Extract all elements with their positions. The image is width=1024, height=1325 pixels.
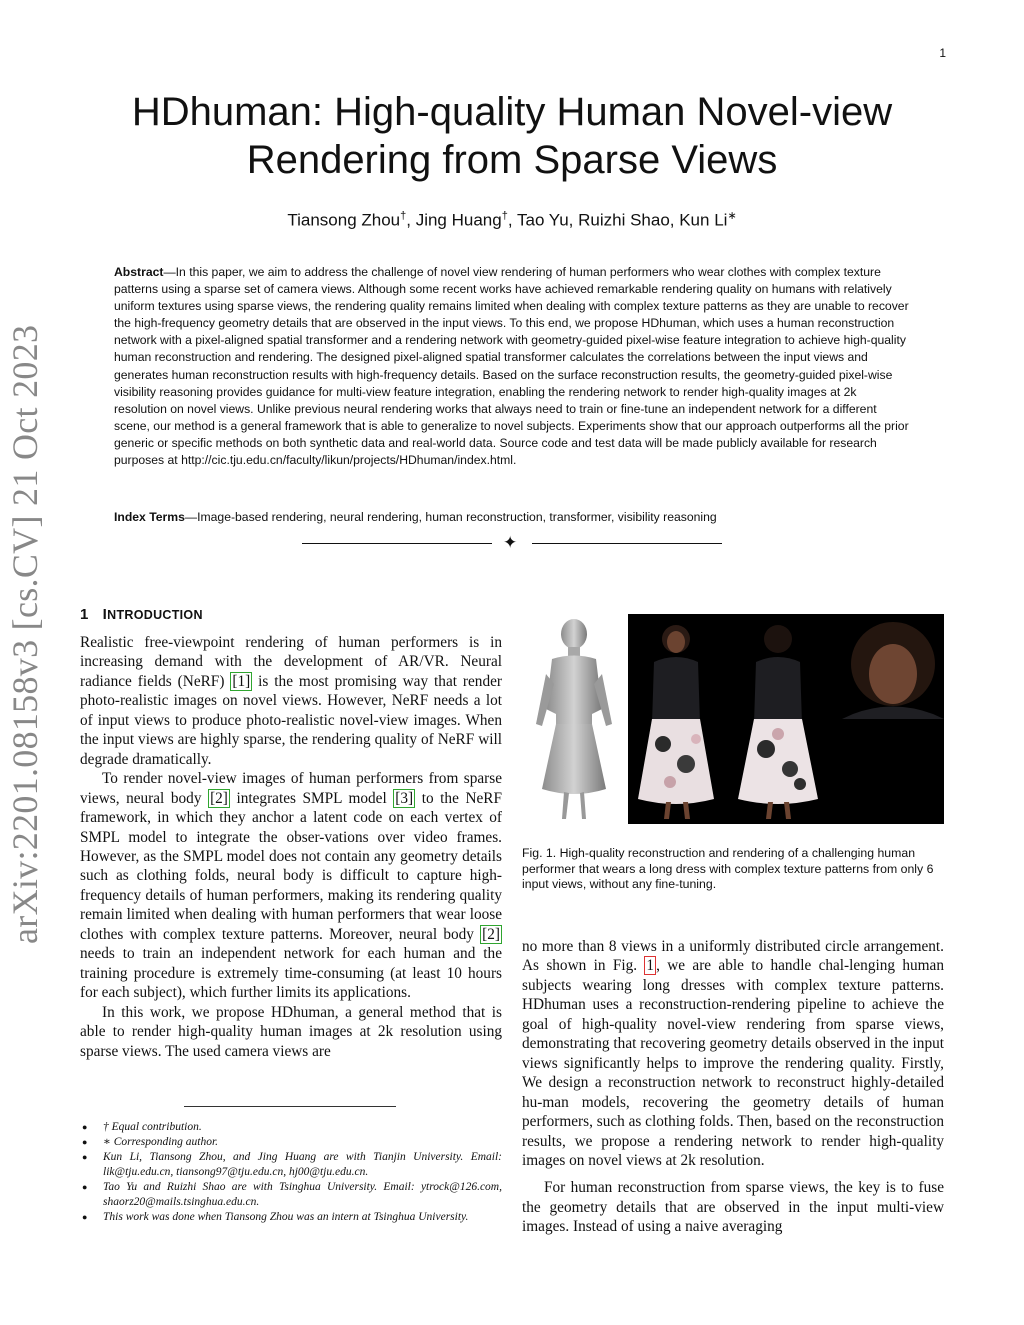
arxiv-identifier: arXiv:2201.08158v3 [cs.CV] 21 Oct 2023	[5, 324, 45, 944]
section-heading	[80, 606, 502, 623]
footnotes	[80, 1120, 502, 1225]
abstract-text: —In this paper, we aim to address the challenge of novel view rendering of human performers who wear clothes with complex texture patterns using a sparse set of camera views. Although some recent works have achieved remarkable rendering quality on humans with relatively uniform textures using sparse views, the rendering quality remains limited when dealing with complex texture patterns as they are unable to recover the high-frequency geometry details that are observed in the input views. To this end, we propose HDhuman, which uses a human reconstruction network with a pixel-aligned spatial transformer and a rendering network with geometry-guided pixel-wise feature integration to achieve high-quality human reconstruction and rendering. The designed pixel-aligned spatial transformer calculates the correlations between the input views and generates human reconstruction results with high-frequency details. Based on the surface reconstruction results, the geometry-guided pixel-wise visibility reasoning provides guidance for multi-view feature integration, enabling the rendering network to render high-quality images at 2k resolution on novel views. Unlike previous neural rendering works that always need to train or fine-tune an independent network for a different scene, our method is a general framework that is able to generalize to novel subjects. Experiments show that our approach outperforms all the prior generic or specific methods on both synthetic data and real-world data. Source code and test data will be made publicly available for research purposes at http://cic.tju.edu.cn/faculty/likun/projects/HDhuman/index.html.	[114, 265, 909, 468]
citation-link[interactable]: [2]	[210, 789, 228, 807]
section-title-rest: NTRODUCTION	[107, 608, 203, 622]
footnote-item: ● † Equal contribution.	[80, 1120, 502, 1135]
text-run: is the most promising way that render photo-realistic images on novel views. However, NeRF needs a lot of input views to produce photo-realistic novel-view images. When the input views are highly sparse, the rendering quality of NeRF will degrade dramatically.	[80, 672, 502, 768]
paper-title	[100, 88, 924, 184]
text-run: , we are able to handle chal-lenging human subjects wearing long dresses with complex texture patterns. HDhuman uses a reconstruction-rendering pipeline to achieve the goal of high-quality novel-view rendering from sparse views, demonstrating that recovering geometry details observed in the input views significantly helps to improve the rendering quality. Firstly, We design a reconstruction network to reconstruct highly-detailed hu-man models, recovering the geometry details of human performers, such as clothing folds. Then, based on the reconstruction results, we propose a rendering network to render high-quality images on novel views at 2k resolution.	[522, 957, 944, 1169]
figure-1	[522, 614, 944, 824]
text-run: integrates SMPL model	[229, 789, 394, 807]
page-number: 1	[939, 46, 946, 60]
index-terms	[114, 509, 911, 526]
paragraph-4	[522, 937, 944, 1170]
text-run: no more than 8 views in a uniformly distributed circle arrangement. As shown in Fig.	[522, 938, 944, 975]
separator-line-right	[532, 543, 722, 544]
abstract	[114, 264, 911, 469]
right-column	[522, 937, 944, 1237]
footnote-item: ● Kun Li, Tiansong Zhou, and Jing Huang are with Tianjin University. Email: lik@tju.edu.cn, tiansong97@tju.edu.cn, hj00@tju.edu.cn.	[80, 1150, 502, 1180]
abstract-label: Abstract	[114, 265, 164, 279]
section-number: 1	[80, 606, 89, 623]
reconstructed-mesh-image	[522, 614, 625, 824]
separator-ornament: ✦	[503, 533, 518, 553]
text-run: to the NeRF framework, in which they anchor a latent code on each vertex of SMPL model to integrate the obser-vations over video frames. However, as the SMPL model does not contain any geometry details such as clothing folds, neural body is difficult to capture high-frequency details of human performers, making its rendering quality remain limited when dealing with human performers that wear loose clothes with complex texture patterns. Moreover, neural body	[80, 789, 502, 943]
paragraph-2	[80, 769, 502, 1002]
dagger-mark: †	[400, 210, 407, 222]
footnote-item: ● ∗ Corresponding author.	[80, 1135, 502, 1150]
index-terms-text: —Image-based rendering, neural rendering, human reconstruction, transformer, visibility reasoning	[184, 510, 717, 524]
footnote-rule	[184, 1106, 396, 1107]
footnote-item: ● Tao Yu and Ruizhi Shao are with Tsinghua University. Email: ytrock@126.com, shaorz20@mails.tsinghua.edu.cn.	[80, 1180, 502, 1210]
text-run: To render novel-view images of human performers from sparse views, neural body	[80, 770, 502, 807]
citation-link[interactable]: [3]	[395, 789, 414, 807]
rendered-views-image	[628, 614, 944, 824]
title-line-1: HDhuman: High-quality Human Novel-view	[131, 90, 893, 134]
author-2: Jing Huang	[415, 210, 502, 230]
figure-caption: Fig. 1. High-quality reconstruction and rendering of a challenging human performer that wears a long dress with complex texture patterns from only 6 input views, without any fine-tuning.	[522, 846, 934, 892]
paragraph-1	[80, 633, 502, 769]
footnote-item: ● This work was done when Tiansong Zhou was an intern at Tsinghua University.	[80, 1210, 502, 1225]
paragraph-5: For human reconstruction from sparse views, the key is to fuse the geometry details that are observed in the input multi-view images. Instead of using a naive averaging	[522, 1179, 944, 1236]
separator-line-left	[302, 543, 492, 544]
other-authors: Tao Yu, Ruizhi Shao, Kun Li	[516, 210, 728, 230]
left-column	[80, 606, 502, 1061]
corresponding-mark: ∗	[727, 210, 737, 222]
text-run: Realistic free-viewpoint rendering of human performers is in increasing demand with the development of AR/VR. Neural radiance fields (NeRF)	[80, 634, 502, 690]
citation-link[interactable]: [2]	[482, 925, 500, 943]
author-1: Tiansong Zhou	[287, 210, 401, 230]
author-list: Tiansong Zhou†, Jing Huang†, Tao Yu, Ruizhi Shao, Kun Li∗	[287, 210, 737, 230]
figure-reference-link[interactable]: 1	[646, 957, 655, 975]
index-terms-label: Index Terms	[114, 510, 185, 524]
dagger-mark: †	[501, 210, 508, 222]
citation-link[interactable]: [1]	[232, 672, 251, 690]
paragraph-3: In this work, we propose HDhuman, a general method that is able to render high-quality human images at 2k resolution using sparse views. The used camera views are	[80, 1003, 502, 1060]
text-run: needs to train an independent network for each human and the training procedure is extremely time-consuming (at least 10 hours for each subject), which further limits its applications.	[80, 945, 502, 1002]
title-line-2: Rendering from Sparse Views	[246, 138, 778, 182]
section-title-initial: I	[102, 606, 108, 623]
